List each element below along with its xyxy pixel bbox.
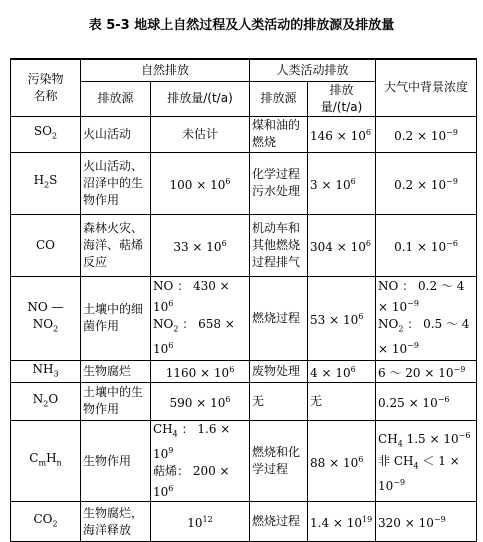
header-human: 人类活动排放	[250, 59, 376, 81]
natural-source: 火山活动	[81, 116, 151, 152]
pollutant-name: $H_2S$	[11, 152, 81, 214]
table-body	[11, 116, 477, 542]
background-concentration: $320 \times 10^{-9}$	[376, 502, 477, 542]
natural-source: 土壤中的细菌作用	[81, 276, 151, 360]
human-amount: $53 \times 10^6$	[308, 276, 376, 360]
background-concentration: $0.2 \times 10^{-9}$	[376, 116, 477, 152]
human-amount: $1.4 \times 10^{19}$	[308, 502, 376, 542]
background-concentration: $0.1 \times 10^{-6}$	[376, 214, 477, 276]
pollutant-name: $NH_3$	[11, 360, 81, 382]
background-concentration: $0.2 \times 10^{-9}$	[376, 152, 477, 214]
table-row	[11, 382, 477, 420]
human-source: 无	[250, 382, 308, 420]
human-source: 燃烧过程	[250, 276, 308, 360]
human-amount: 无	[308, 382, 376, 420]
header-natural: 自然排放	[81, 59, 250, 81]
header-natural-amount: 排放量/(t/a)	[151, 81, 250, 116]
pollutant-name: $N_2O$	[11, 382, 81, 420]
human-source: 机动车和其他燃烧过程排气	[250, 214, 308, 276]
human-source: 化学过程污水处理	[250, 152, 308, 214]
header-human-amount: 排放量/(t/a)	[308, 81, 376, 116]
natural-amount: $CH_4$ ： $1.6 \times 10^9$ 萜烯： $200 \times 10^6$	[151, 420, 250, 501]
human-source: 废物处理	[250, 360, 308, 382]
table-row	[11, 360, 477, 382]
pollutant-name: CO	[11, 214, 81, 276]
natural-source: 生物作用	[81, 420, 151, 501]
background-concentration: 6 ～ $20 \times 10^{-9}$	[376, 360, 477, 382]
human-amount: $304 \times 10^6$	[308, 214, 376, 276]
table-title: 表 5-3 地球上自然过程及人类活动的排放源及排放量	[88, 18, 395, 33]
background-concentration: NO ： 0.2 ～ $4 \times 10^{-9}$ $NO_2$ ： 0.5 ～ $4 \times 10^{-9}$	[376, 276, 477, 360]
background-concentration: $CH_4$ $1.5 \times 10^{-6}$ 非 $CH_4 < 1 \times 10^{-9}$	[376, 420, 477, 501]
table-row	[11, 420, 477, 501]
table-row	[11, 152, 477, 214]
human-amount: $4 \times 10^6$	[308, 360, 376, 382]
pollutant-name: $C_mH_n$	[11, 420, 81, 501]
natural-amount: $10^{12}$	[151, 502, 250, 542]
natural-amount: $1160 \times 10^6$	[151, 360, 250, 382]
emissions-table	[10, 58, 477, 542]
table-row	[11, 116, 477, 152]
table-row	[11, 276, 477, 360]
header-human-source: 排放源	[250, 81, 308, 116]
natural-amount: 未估计	[151, 116, 250, 152]
human-amount: $146 \times 10^6$	[308, 116, 376, 152]
table-row	[11, 214, 477, 276]
pollutant-name: $CO_2$	[11, 502, 81, 542]
natural-source: 生物腐烂	[81, 360, 151, 382]
human-amount: $3 \times 10^6$	[308, 152, 376, 214]
natural-source: 森林火灾、海洋、萜烯反应	[81, 214, 151, 276]
pollutant-name: $SO_2$	[11, 116, 81, 152]
human-source: 燃烧和化学过程	[250, 420, 308, 501]
human-amount: $88 \times 10^6$	[308, 420, 376, 501]
pollutant-name: NO — $NO_2$	[11, 276, 81, 360]
natural-amount: $33 \times 10^6$	[151, 214, 250, 276]
natural-amount: $590 \times 10^6$	[151, 382, 250, 420]
human-source: 煤和油的燃烧	[250, 116, 308, 152]
natural-source: 火山活动、沼泽中的生物作用	[81, 152, 151, 214]
background-concentration: $0.25 \times 10^{-6}$	[376, 382, 477, 420]
table-row	[11, 502, 477, 542]
natural-source: 生物腐烂，海洋释放	[81, 502, 151, 542]
header-natural-source: 排放源	[81, 81, 151, 116]
human-source: 燃烧过程	[250, 502, 308, 542]
header-pollutant: 污染物 名称	[11, 59, 81, 116]
natural-amount: NO ： $430 \times 10^6$ $NO_2$ ： $658 \times 10^6$	[151, 276, 250, 360]
natural-source: 土壤中的生物作用	[81, 382, 151, 420]
header-background: 大气中背景浓度	[376, 59, 477, 116]
natural-amount: $100 \times 10^6$	[151, 152, 250, 214]
